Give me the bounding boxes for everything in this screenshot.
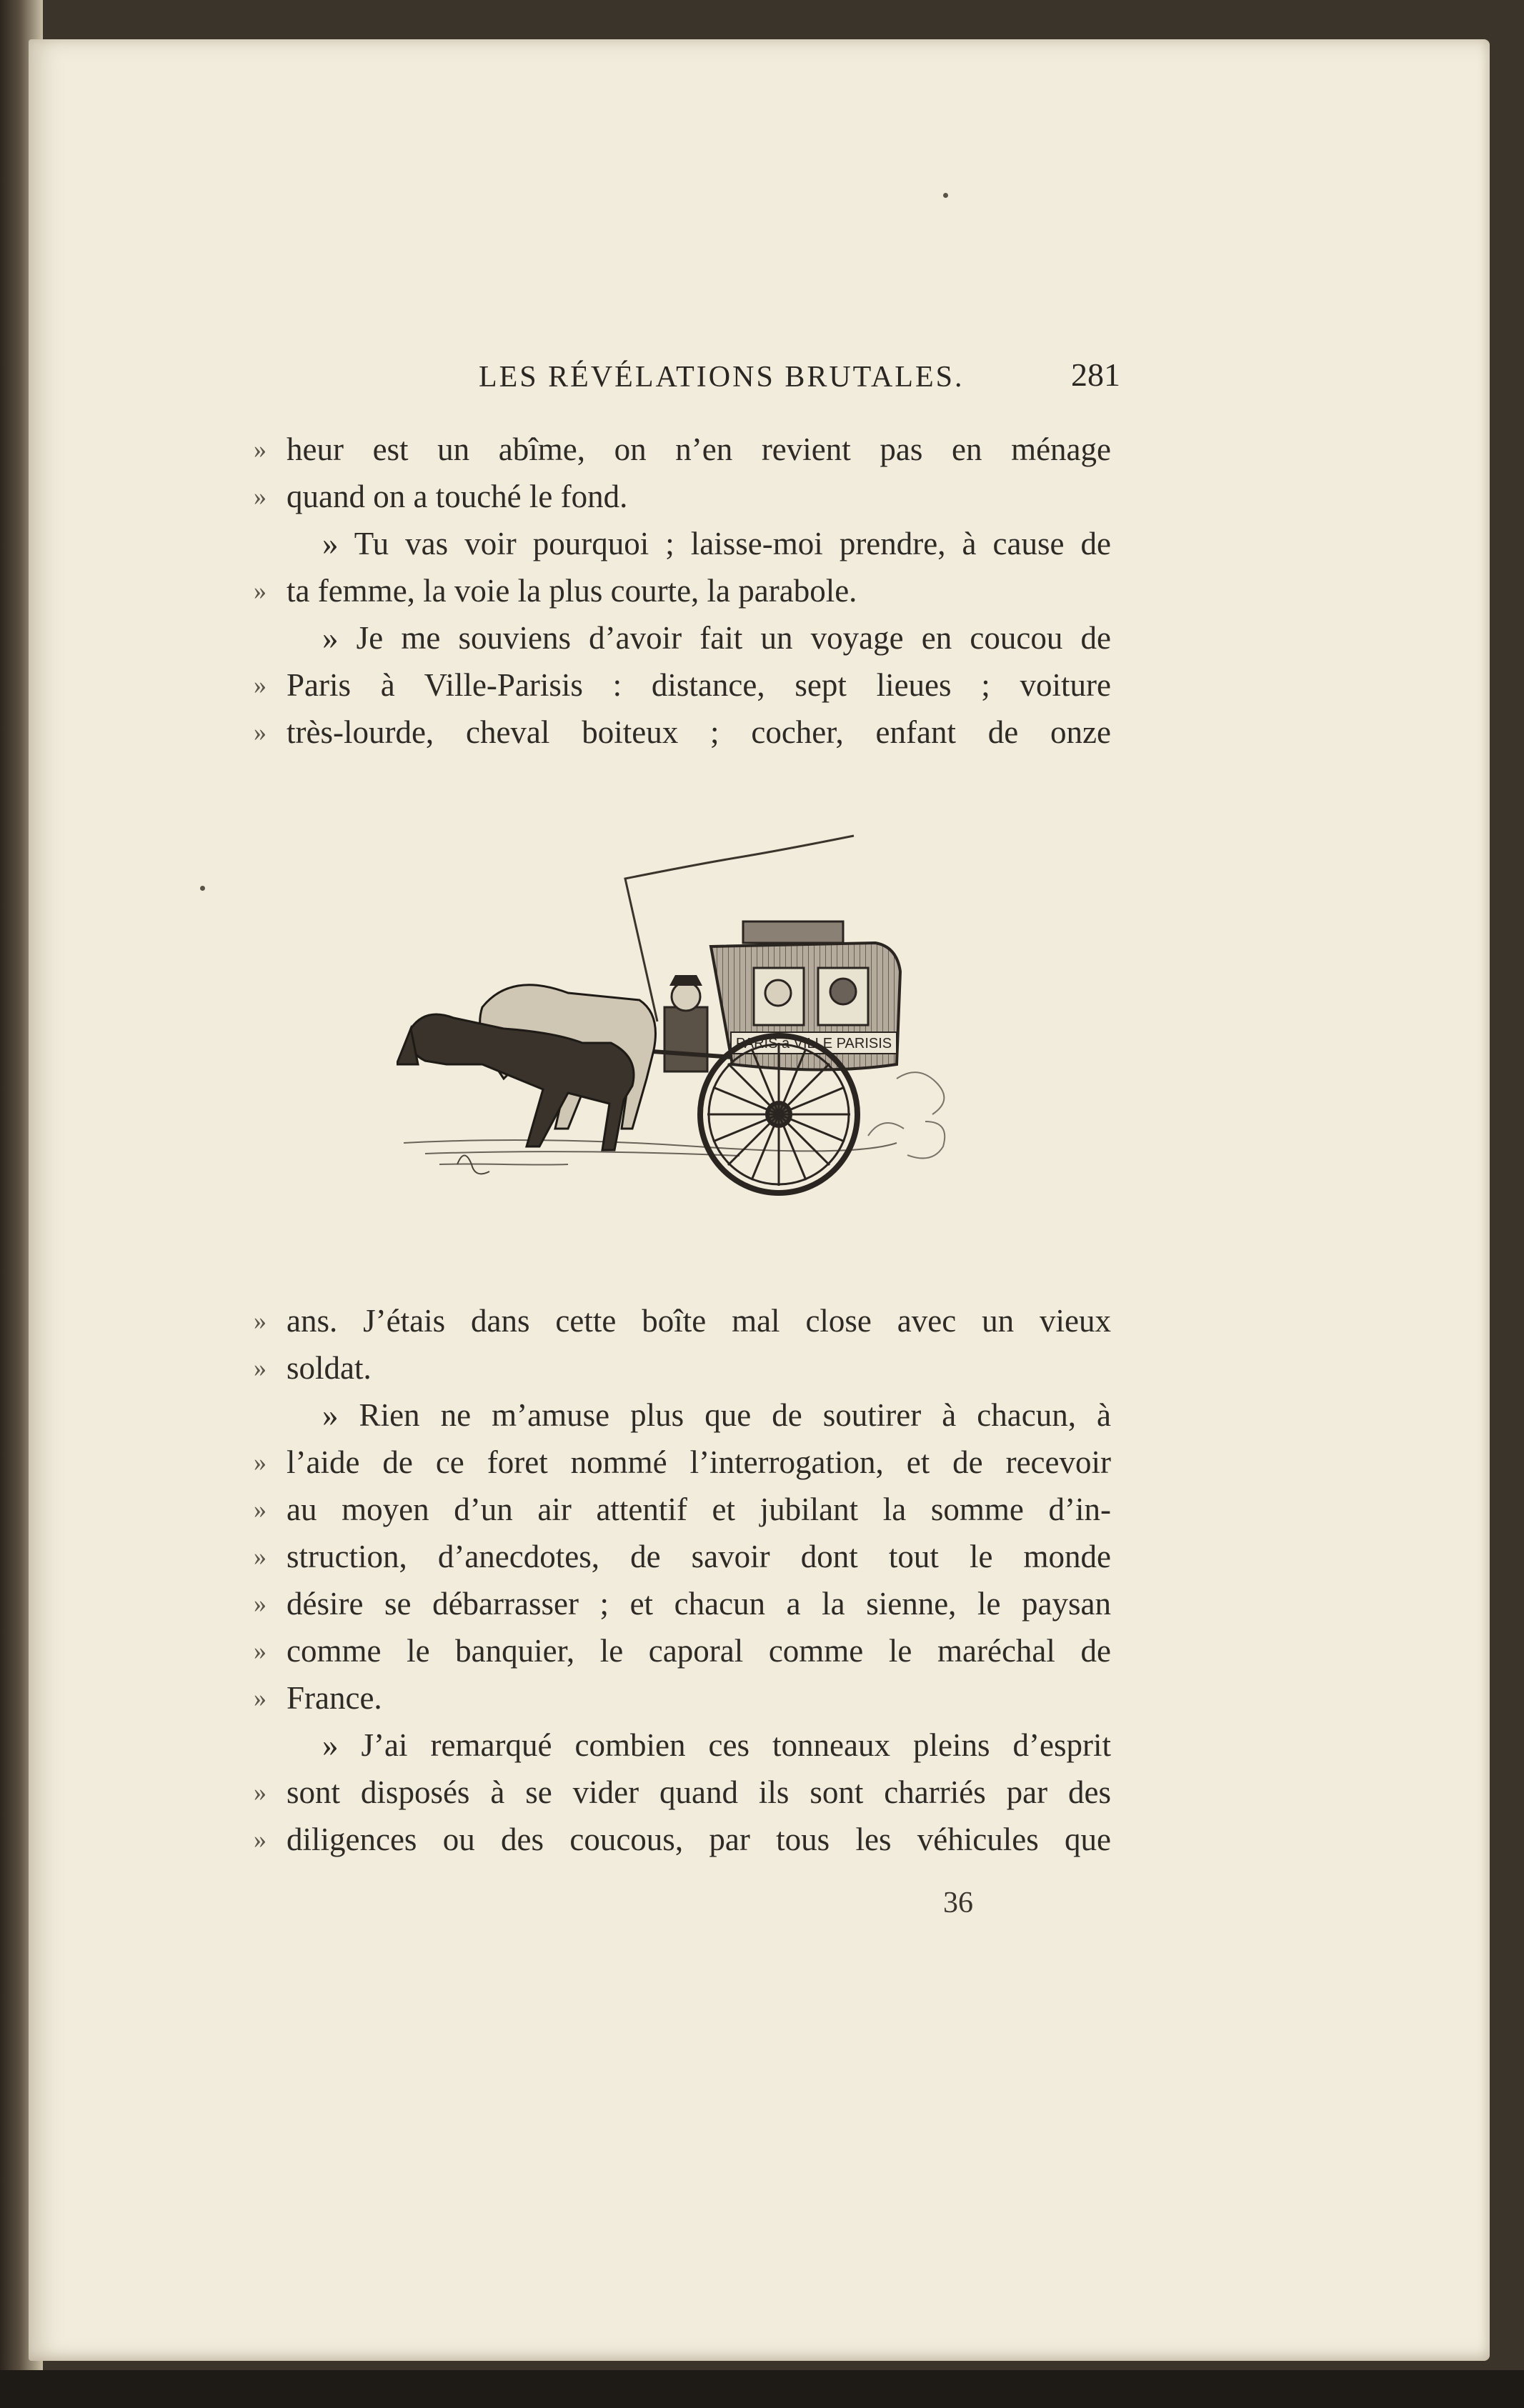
ground-lines	[404, 1140, 897, 1165]
quote-mark: »	[254, 1589, 267, 1618]
carriage-illustration	[397, 829, 982, 1229]
line-text: heur est un abîme, on n’en revient pas en ménage	[287, 431, 1111, 467]
text-line	[254, 426, 1111, 473]
text-line	[254, 1769, 1111, 1816]
quote-mark: »	[254, 671, 267, 699]
text-line	[254, 567, 1111, 614]
text-line	[254, 1439, 1111, 1486]
line-text: » Rien ne m’amuse plus que de soutirer à chacun, à	[322, 1397, 1111, 1433]
quote-mark: »	[254, 576, 267, 605]
quote-mark: »	[254, 1684, 267, 1712]
quote-mark: »	[254, 1307, 267, 1335]
quote-mark: »	[254, 718, 267, 746]
line-text: » Je me souviens d’avoir fait un voyage en coucou de	[322, 620, 1111, 656]
line-text: France.	[287, 1680, 382, 1716]
line-text: comme le banquier, le caporal comme le maréchal de	[287, 1633, 1111, 1669]
quote-mark: »	[254, 482, 267, 511]
text-line	[254, 1627, 1111, 1674]
text-line	[254, 1816, 1111, 1863]
line-text: » Tu vas voir pourquoi ; laisse-moi prendre, à cause de	[322, 526, 1111, 561]
text-block-top	[254, 426, 1111, 756]
quote-mark: »	[254, 1542, 267, 1571]
line-text: » J’ai remarqué combien ces tonneaux pleins d’esprit	[322, 1727, 1111, 1763]
line-text: désire se débarrasser ; et chacun a la sienne, le paysan	[287, 1586, 1111, 1622]
line-text: diligences ou des coucous, par tous les véhicules que	[287, 1822, 1111, 1857]
text-line	[254, 520, 1111, 567]
text-line	[254, 1674, 1111, 1722]
quote-mark: »	[254, 1448, 267, 1477]
quote-mark: »	[254, 1778, 267, 1807]
line-text: sont disposés à se vider quand ils sont charriés par des	[287, 1774, 1111, 1810]
line-text: quand on a touché le fond.	[287, 479, 628, 514]
running-header	[464, 353, 1135, 400]
text-line	[254, 1722, 1111, 1769]
text-line	[254, 1344, 1111, 1392]
quote-mark: »	[254, 1637, 267, 1665]
text-line	[254, 661, 1111, 709]
text-line	[254, 709, 1111, 756]
quote-mark: »	[254, 435, 267, 464]
quote-mark: »	[254, 1495, 267, 1524]
carriage-sign: PARIS à VILLE PARISIS	[735, 1036, 892, 1051]
page-number: 281	[1071, 356, 1120, 393]
text-line	[254, 1533, 1111, 1580]
line-text: ta femme, la voie la plus courte, la parabole.	[287, 573, 857, 609]
quote-mark: »	[254, 1825, 267, 1854]
paper-speck	[943, 193, 948, 198]
carriage-wheel	[700, 1036, 857, 1193]
text-line	[254, 473, 1111, 520]
line-text: Paris à Ville-Parisis : distance, sept lieues ; voiture	[287, 667, 1111, 703]
paper-speck	[200, 886, 205, 891]
text-line	[254, 1392, 1111, 1439]
line-text: soldat.	[287, 1350, 372, 1386]
horses	[397, 985, 656, 1150]
text-line	[254, 1297, 1111, 1344]
text-block-bottom	[254, 1297, 1111, 1863]
quote-mark: »	[254, 1354, 267, 1382]
dust-cloud	[868, 1072, 945, 1158]
running-title: LES RÉVÉLATIONS BRUTALES.	[479, 361, 965, 394]
scan-bottom-edge	[0, 2370, 1524, 2408]
line-text: ans. J’étais dans cette boîte mal close avec un vieux	[287, 1303, 1111, 1339]
text-line	[254, 1486, 1111, 1533]
text-line	[254, 1580, 1111, 1627]
line-text: l’aide de ce foret nommé l’interrogation, et de recevoir	[287, 1444, 1111, 1480]
line-text: au moyen d’un air attentif et jubilant la somme d’in-	[287, 1492, 1111, 1527]
signature-mark: 36	[943, 1887, 973, 1919]
line-text: struction, d’anecdotes, de savoir dont tout le monde	[287, 1539, 1111, 1574]
text-line	[254, 614, 1111, 661]
line-text: très-lourde, cheval boiteux ; cocher, enfant de onze	[287, 714, 1111, 750]
